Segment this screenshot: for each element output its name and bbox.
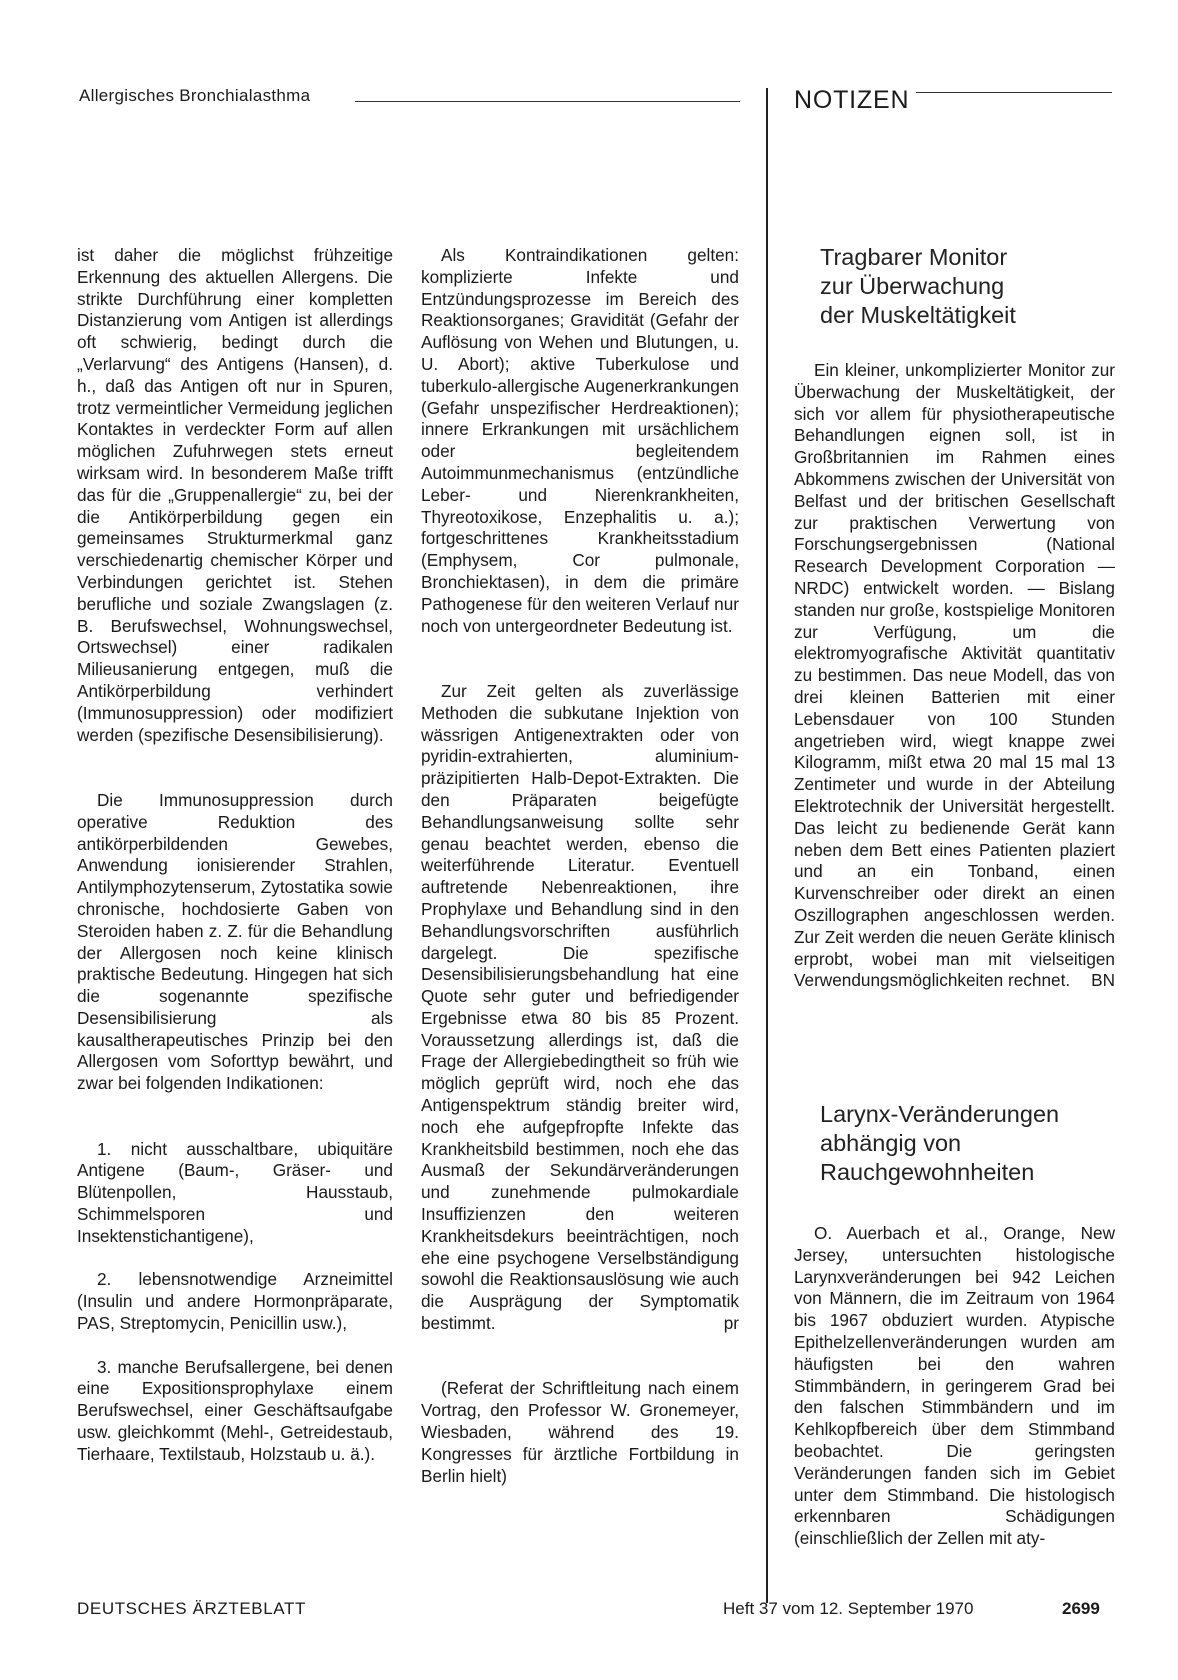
column-divider xyxy=(766,88,768,1603)
article-title-monitor xyxy=(820,243,1016,330)
list-item: 3. manche Berufsallergene, bei denen eine Expositionsprophylaxe einem Berufswechsel, einer Geschäftsaufgabe usw. gleichkommt (Mehl-, Getreidestaub, Tierhaare, Textilstaub, Holzstaub u. ä.). xyxy=(77,1356,393,1464)
title-line: Tragbarer Monitor xyxy=(820,244,1008,270)
title-line: zur Überwachung xyxy=(820,273,1005,299)
journal-name: DEUTSCHES ÄRZTEBLATT xyxy=(77,1599,306,1618)
article-body-monitor xyxy=(794,360,1115,992)
paragraph xyxy=(421,681,739,1335)
running-head-right: NOTIZEN xyxy=(794,86,910,114)
author-initials: pr xyxy=(723,1313,739,1334)
text-column-1 xyxy=(77,245,393,1466)
title-line: abhängig von xyxy=(820,1130,962,1156)
header-rule-left xyxy=(355,101,740,102)
paragraph: (Referat der Schriftleitung nach einem Vortrag, den Professor W. Gronemeyer, Wiesbaden, während des 19. Kongresses für ärztliche Fortbildung in Berlin hielt) xyxy=(421,1378,739,1486)
header-rule-right xyxy=(916,92,1112,93)
running-head-left: Allergisches Bronchialasthma xyxy=(79,86,311,105)
title-line: Rauchgewohnheiten xyxy=(820,1159,1035,1185)
title-line: Larynx-Veränderungen xyxy=(820,1101,1060,1127)
title-line: der Muskeltätigkeit xyxy=(820,302,1016,328)
article-body-larynx xyxy=(794,1223,1115,1550)
text-column-2 xyxy=(421,245,739,1487)
page-number: 2699 xyxy=(1062,1599,1100,1618)
article-title-larynx xyxy=(820,1100,1059,1187)
paragraph-text: Zur Zeit gelten als zuverlässige Methoden die subkutane Injektion von wässrigen Antigenextrakten oder von pyridin-extrahierten, aluminium-präzipitierten Halb-Depot-Extrakten. Die den Präparaten beigefügte Behandlungsanweisung sollte sehr genau beachtet werden, ebenso die weiterführende Literatur. Eventuell auftretende Nebenreaktionen, ihre Prophylaxe und Behandlung sind in den Behandlungsvorschriften ausführlich dargelegt. Die spezifische Desensibilisierungsbehandlung hat eine Quote sehr guter und befriedigender Ergebnisse etwa 80 bis 85 Prozent. Voraussetzung allerdings ist, daß die Frage der Allergiebedingtheit so früh wie möglich geprüft wird, noch ehe das Antigenspektrum ständig breiter wird, noch ehe aufgepfropfte Infekte das Krankheitsbild bestimmen, noch ehe das Ausmaß der Sekundärveränderungen und zunehmende pulmokardiale Insuffizienzen den weiteren Krankheitsdekurs beeinträchtigen, noch ehe eine psychogene Verselbständigung sowohl die Reaktionsauslösung wie auch die Ausprägung der Symptomatik bestimmt. xyxy=(421,680,739,1334)
paragraph: O. Auerbach et al., Orange, New Jersey, untersuchten histologische Larynxveränderungen bei 942 Leichen von Männern, die im Zeitraum von 1964 bis 1967 obduziert wurden. Atypische Epithelzellenveränderungen wurden am häufigsten bei den wahren Stimmbändern, in geringerem Grad bei den falschen Stimmbändern und im Kehlkopfbereich über dem Stimmband beobachtet. Die geringsten Veränderungen fanden sich im Gebiet unter dem Stimmband. Die histologisch erkennbaren Schädigungen (einschließlich der Zellen mit aty- xyxy=(794,1223,1115,1549)
list-item: 2. lebensnotwendige Arzneimittel (Insulin und andere Hormonpräparate, PAS, Streptomycin, Penicillin usw.), xyxy=(77,1269,393,1334)
paragraph xyxy=(794,360,1115,992)
paragraph: Als Kontraindikationen gelten: komplizierte Infekte und Entzündungsprozesse im Bereich des Reaktionsorganes; Gravidität (Gefahr der Auflösung von Wehen und Blutungen, u. U. Abort); aktive Tuberkulose und tuberkulo-allergische Augenerkrankungen (Gefahr unspezifischer Herdreaktionen); innere Erkrankungen mit ursächlichem oder begleitendem Autoimmunmechanismus (entzündliche Leber- und Nierenkrankheiten, Thyreotoxikose, Enzephalitis u. a.); fortgeschrittenes Krankheitsstadium (Emphysem, Cor pulmonale, Bronchiektasen), in dem die primäre Pathogenese für den weiteren Verlauf nur noch von untergeordneter Bedeutung ist. xyxy=(421,245,739,636)
paragraph: ist daher die möglichst frühzeitige Erkennung des aktuellen Allergens. Die strikte Durchführung einer kompletten Distanzierung vom Antigen ist allerdings oft schwierig, bedingt durch die „Verlarvung“ des Antigens (Hansen), d. h., daß das Antigen oft nur in Spuren, trotz vermeintlicher Vermeidung jeglichen Kontaktes in verdeckter Form auf allen möglichen Zufuhrwegen stets erneut wirksam wird. In besonderem Maße trifft das für die „Gruppenallergie“ zu, bei der die Antikörperbildung gegen ein gemeinsames Strukturmerkmal ganz verschiedenartig chemischer Körper und Verbindungen gerichtet ist. Stehen berufliche und soziale Zwangslagen (z. B. Berufswechsel, Wohnungswechsel, Ortswechsel) einer radikalen Milieusanierung entgegen, muß die Antikörperbildung verhindert (Immunosuppression) oder modifiziert werden (spezifische Desensibilisierung). xyxy=(77,245,393,745)
paragraph: Die Immunosuppression durch operative Reduktion des antikörperbildenden Gewebes, Anwendung ionisierender Strahlen, Antilymphozytenserum, Zytostatika sowie chronische, hochdosierte Gaben von Steroiden haben z. Z. für die Behandlung der Allergosen noch keine klinisch praktische Bedeutung. Hingegen hat sich die sogenannte spezifische Desensibilisierung als kausaltherapeutisches Prinzip bei den Allergosen vom Soforttyp bewährt, und zwar bei folgenden Indikationen: xyxy=(77,789,393,1094)
paragraph-text: Ein kleiner, unkomplizierter Monitor zur Überwachung der Muskeltätigkeit, der sich vor allem für physiotherapeutische Behandlungen eignen soll, ist in Großbritannien im Rahmen eines Abkommens zwischen der Universität von Belfast und der britischen Gesellschaft zur praktischen Verwertung von Forschungsergebnissen (National Research Development Corporation — NRDC) entwickelt worden. — Bislang standen nur große, kostspielige Monitoren zur Verfügung, um die elektromyografische Aktivität quantitativ zu bestimmen. Das neue Modell, das von drei kleinen Batterien mit einer Lebensdauer von 100 Stunden angetrieben wird, wiegt knappe zwei Kilogramm, mißt etwa 20 mal 15 mal 13 Zentimeter und wurde in der Abteilung Elektrotechnik der Universität hergestellt. Das leicht zu bedienende Gerät kann neben dem Bett eines Patienten plaziert und an ein Tonband, einen Kurvenschreiber oder direkt an einen Oszillographen angeschlossen werden. Zur Zeit werden die neuen Geräte klinisch erprobt, wobei man mit vielseitigen Verwendungsmöglichkeiten rechnet. xyxy=(794,360,1116,991)
list-item: 1. nicht ausschaltbare, ubiquitäre Antigene (Baum-, Gräser- und Blütenpollen, Hausstaub, Schimmelsporen und Insektenstichantigene), xyxy=(77,1138,393,1246)
issue-info: Heft 37 vom 12. September 1970 xyxy=(723,1599,974,1618)
author-initials: BN xyxy=(1091,970,1115,991)
